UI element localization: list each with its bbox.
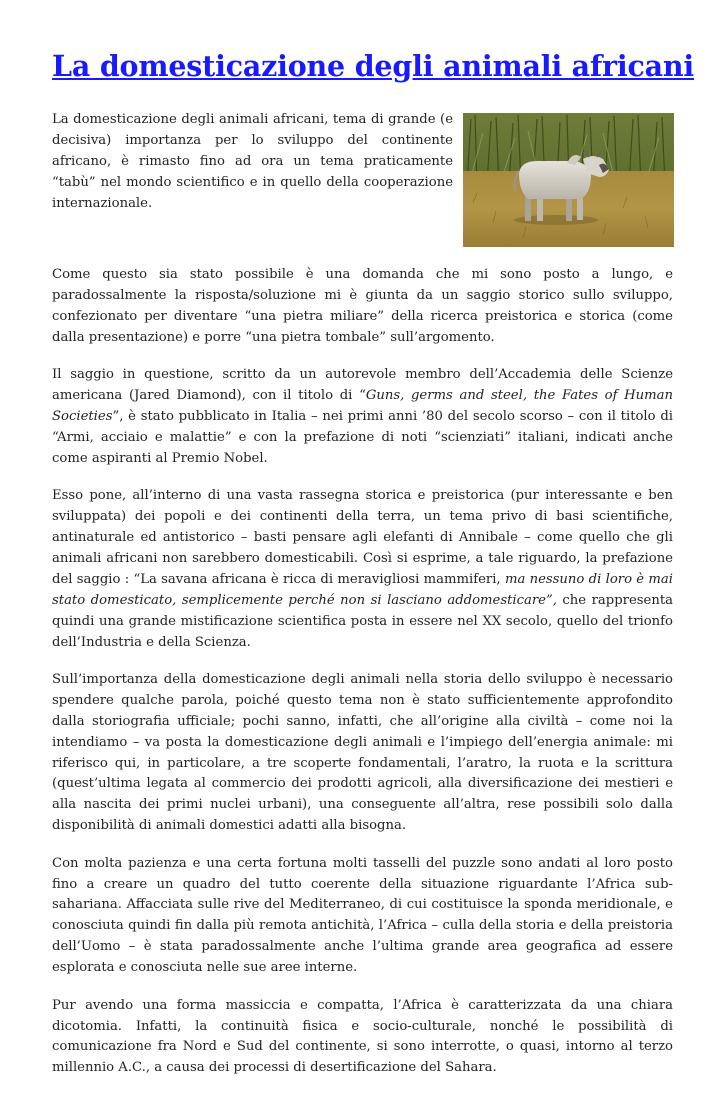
intro-paragraph: La domesticazione degli animali africani, tema di grande (e decisiva) importanza per lo sviluppo del continente africano, è rimasto fino ad ora un tema praticamente “tabù” nel mondo scientifico e in quello della cooperazione internazionale. (52, 112, 453, 211)
article-body (52, 265, 673, 1096)
paragraph: Sull’importanza della domesticazione degli animali nella storia dello sviluppo è necessario spendere qualche parola, poiché questo tema non è stato sufficientemente approfondito dalla storiografia ufficiale; pochi sanno, infatti, che all’origine alla civiltà – come noi la intendiamo – va posta la domesticazione degli animali e l’impiego dell’energia animale: mi riferisco qui, in particolare, a tre scoperte fondamentali, l’aratro, la ruota e la scrittura (quest’ultima legata al commercio dei prodotti agricoli, alla diversificazione dei mestieri e alla nascita dei primi nuclei urbani), una conseguente all’altra, rese possibili solo dalla disponibilità di animali domestici adatti alla bisogna. (52, 671, 673, 834)
article-title-link[interactable]: La domesticazione degli animali africani (52, 49, 695, 83)
paragraph: Esso pone, all’interno di una vasta rassegna storica e preistorica (pur interessante e ben sviluppata) dei popoli e dei continenti della terra, un tema privo di basi scientifiche, antinaturale ed antistorico – basti pensare agli elefanti di Annibale – come quello che gli animali africani non sarebbero domesticabili. Così si esprime, a tale riguardo, la prefazione del saggio : “La savana africana è ricca di meravigliosi mammiferi, ma nessuno di loro è mai stato domesticato, semplicemente perché non si lasciano addomesticare”, che rappresenta quindi una grande mistificazione scientifica posta in essere nel XX secolo, quello del trionfo dell’Industria e della Scienza. (52, 488, 673, 650)
paragraph: Pur avendo una forma massiccia e compatta, l’Africa è caratterizzata da una chiara dicotomia. Infatti, la continuità fisica e socio-culturale, nonché le possibilità di comunicazione fra Nord e Sud del continente, si sono interrotte, o quasi, intorno al terzo millennio A.C., a causa dei processi di desertificazione del Sahara. (52, 997, 673, 1076)
quote: ma nessuno di loro è mai stato domesticato, semplicemente perché non si lasciano addomesticare”, (52, 571, 673, 608)
book-title: Guns, germs and steel, the Fates of Human Societies (52, 388, 673, 424)
zebu-cow-photo (463, 113, 674, 247)
paragraph: Con molta pazienza e una certa fortuna molti tasselli del puzzle sono andati al loro posto fino a creare un quadro del tutto coerente della situazione riguardante l’Africa sub-sahariana. Affacciata sulle rive del Mediterraneo, di cui costituisce la sponda meridionale, e conosciuta quindi fin dalla più remota antichità, l’Africa – culla della storia e della preistoria dell’Uomo – è stata paradossalmente anche l’ultima grande area geografica ad essere esplorata e conosciuta nelle sue aree interne. (52, 855, 673, 976)
article (52, 44, 695, 1076)
paragraph: Come questo sia stato possibile è una domanda che mi sono posto a lungo, e paradossalmente la risposta/soluzione mi è giunta da un saggio storico sullo sviluppo, confezionato per diventare “una pietra miliare” della ricerca preistorica e storica (come dalla presentazione) e porre “una pietra tombale” sull’argomento. (52, 267, 673, 345)
paragraph: Il saggio in questione, scritto da un autorevole membro dell’Accademia delle Scienze americana (Jared Diamond), con il titolo di “Guns, germs and steel, the Fates of Human Societies”, è stato pubblicato in Italia – nei primi anni ’80 del secolo scorso – con il titolo di “Armi, acciaio e malattie” e con la prefazione di noti “scienziati” italiani, indicati anche come aspiranti al Premio Nobel. (52, 367, 673, 466)
